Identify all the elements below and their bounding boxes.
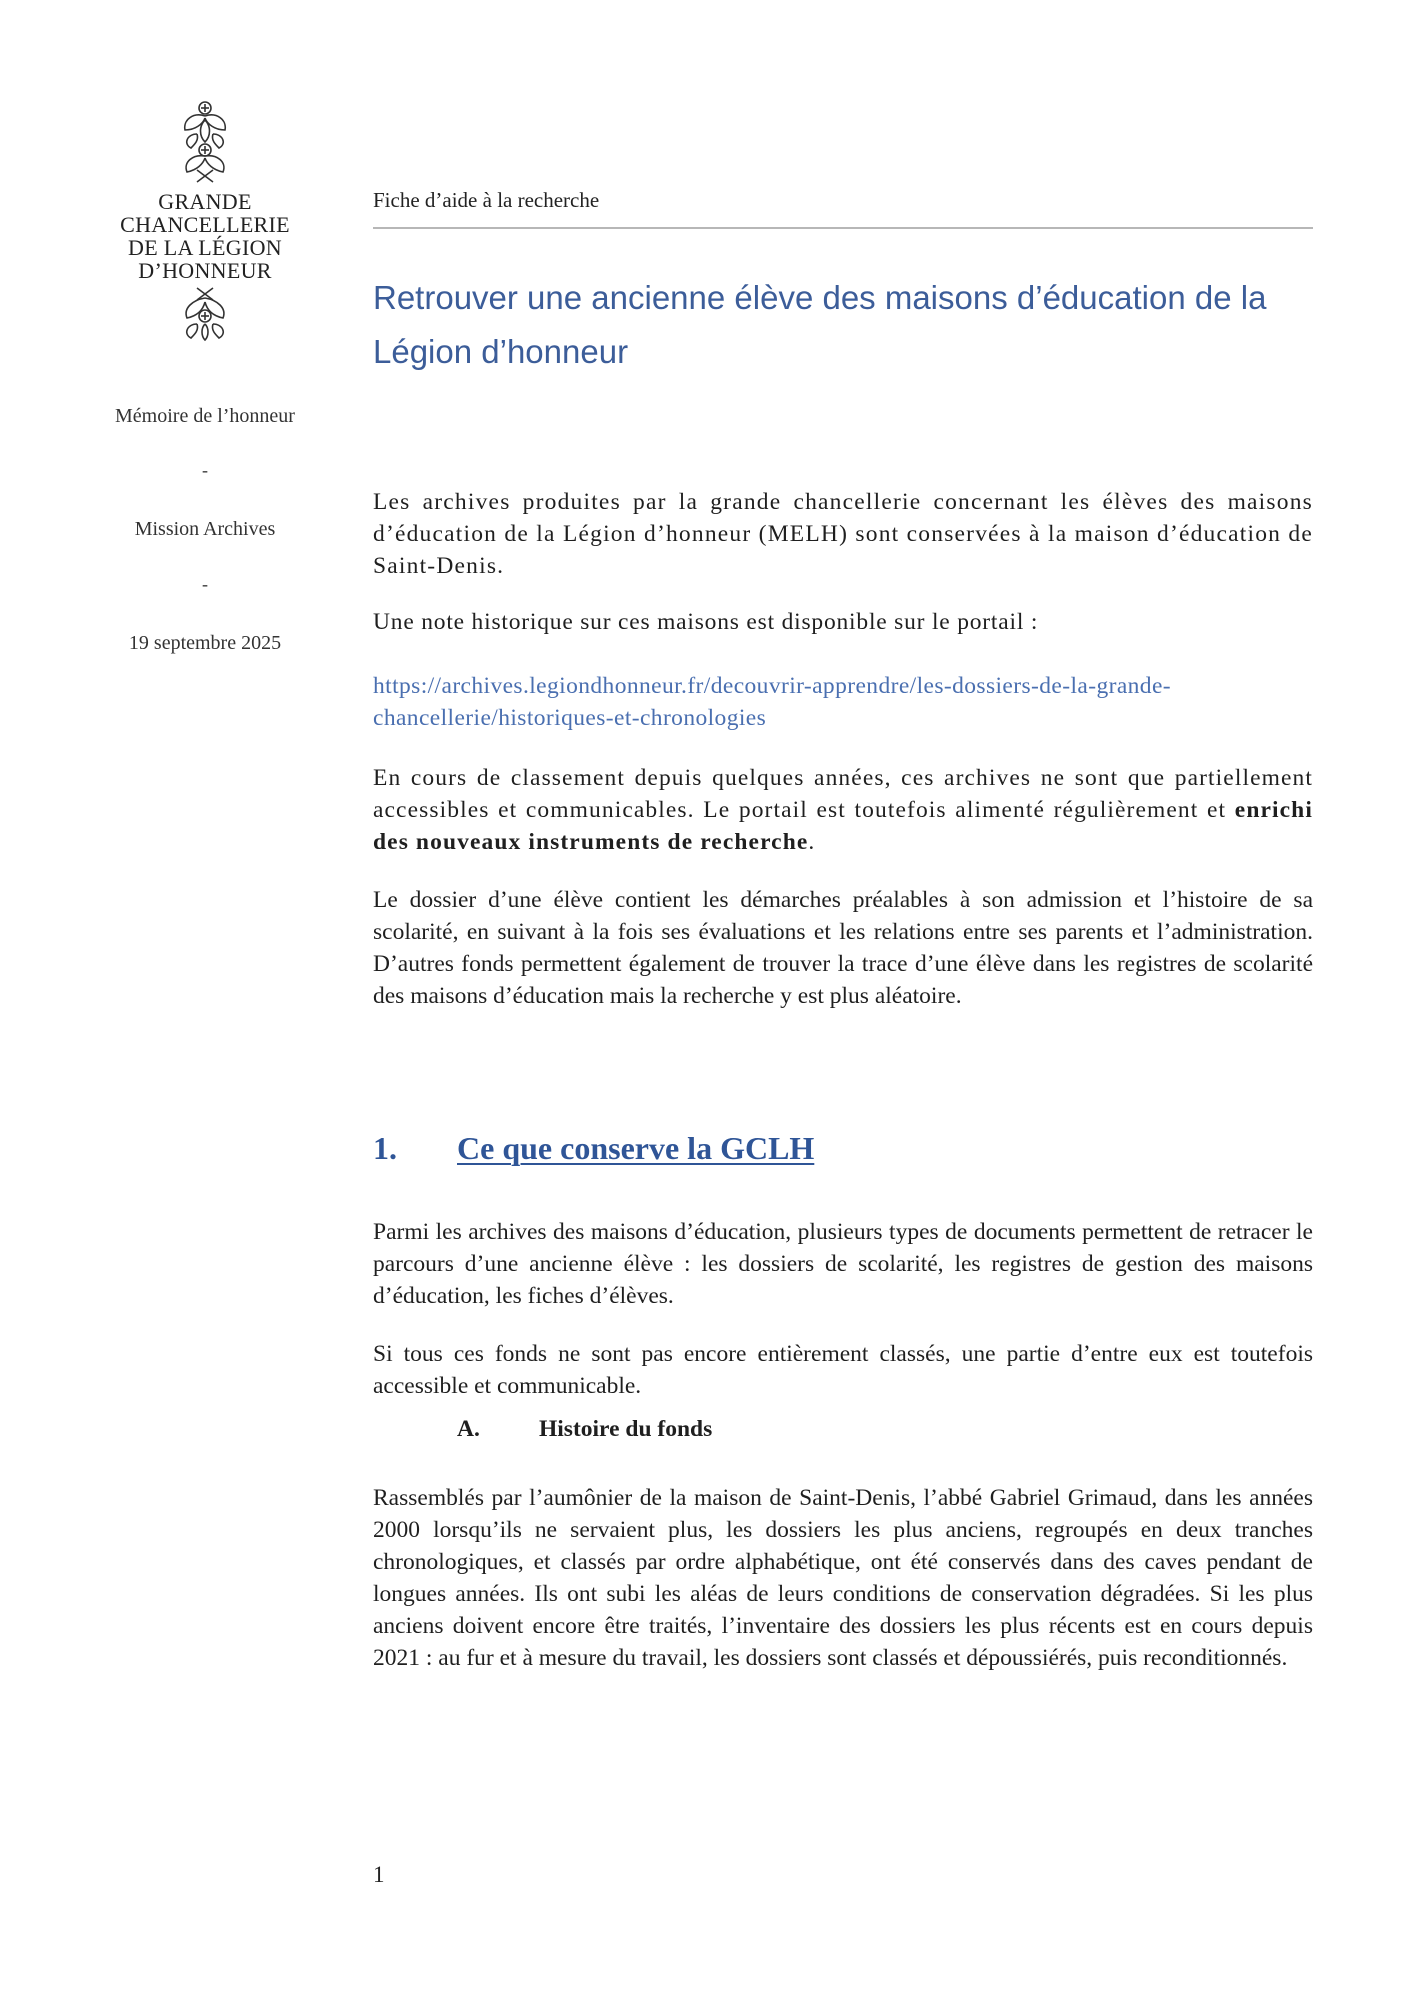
section-1-paragraph: Parmi les archives des maisons d’éducation, plusieurs types de documents permettent de retracer le parcours d’une ancienne élève : les dossiers de scolarité, les registres de gestion des maisons d’éducation, les fiches d’élèves. [373,1219,1313,1309]
logo-line: DE LA LÉGION [128,235,282,260]
logo-wordmark [120,190,290,282]
logo-line: D’HONNEUR [138,258,272,283]
classification-paragraph [373,762,1313,858]
document-title: Retrouver une ancienne élève des maisons d’éducation de la Légion d’honneur [373,279,1267,370]
section-title: Ce que conserve la GCLH [457,1130,815,1166]
section-1-heading [373,1130,1313,1167]
sidebar-date: 19 septembre 2025 [128,632,282,654]
bold-emphasis: enrichi des nouveaux instruments de recherche [373,797,1313,855]
section-1-paragraph: Si tous ces fonds ne sont pas encore entièrement classés, une partie d’entre eux est toutefois accessible et communicable. [373,1341,1313,1399]
main-content [373,180,1313,1671]
sidebar-mission: Mission Archives [134,518,276,540]
paragraph-text: En cours de classement depuis quelques années, ces archives ne sont que partiellement accessibles et communicables. Le portail est toutefois alimenté régulièrement et [373,765,1313,823]
sidebar-separator: - [202,460,208,480]
logo-line: GRANDE [158,189,252,214]
header-label: Fiche d’aide à la recherche [373,188,600,212]
dossier-paragraph: Le dossier d’une élève contient les démarches préalables à son admission et l’histoire de sa scolarité, en suivant à la fois ses évaluations et les relations entre ses parents et l’administration. D’autres fonds permettent également de trouver la trace d’une élève dans les registres de scolarité des maisons d’éducation mais la recherche y est plus aléatoire. [373,887,1313,1009]
intro-paragraph: Les archives produites par la grande chancellerie concernant les élèves des maisons d’éducation de la Légion d’honneur (MELH) sont conservées à la maison d’éducation de Saint-Denis. [373,489,1313,579]
sidebar [90,100,320,654]
subsection-number: A. [457,1416,480,1442]
portal-link[interactable]: https://archives.legiondhonneur.fr/decouvrir-apprendre/les-dossiers-de-la-grande-chancellerie/historiques-et-chronologies [373,673,1172,731]
sidebar-separator: - [202,574,208,594]
section-number: 1. [373,1130,397,1166]
sidebar-memoire: Mémoire de l’honneur [115,405,295,427]
portal-note-paragraph: Une note historique sur ces maisons est disponible sur le portail : [373,609,1039,635]
logo-line: CHANCELLERIE [120,212,290,237]
subsection-a-paragraph: Rassemblés par l’aumônier de la maison de Saint-Denis, l’abbé Gabriel Grimaud, dans les années 2000 lorsqu’ils ne servaient plus, les dossiers les plus anciens, regroupés en deux tranches chronologiques, et classés par ordre alphabétique, ont été conservés dans des caves pendant de longues années. Ils ont subi les aléas de leurs conditions de conservation dégradées. Si les plus anciens doivent encore être traités, l’inventaire des dossiers les plus récents est en cours depuis 2021 : au fur et à mesure du travail, les dossiers sont classés et dépoussiérés, puis reconditionnés. [373,1485,1313,1671]
page-number: 1 [373,1862,385,1887]
laurel-emblem-top-icon [175,100,235,186]
header-divider [373,227,1313,229]
logo [90,100,320,342]
subsection-a-heading [457,1416,712,1443]
paragraph-text: . [808,829,816,855]
subsection-title: Histoire du fonds [539,1416,713,1442]
laurel-emblem-bottom-icon [175,286,235,342]
